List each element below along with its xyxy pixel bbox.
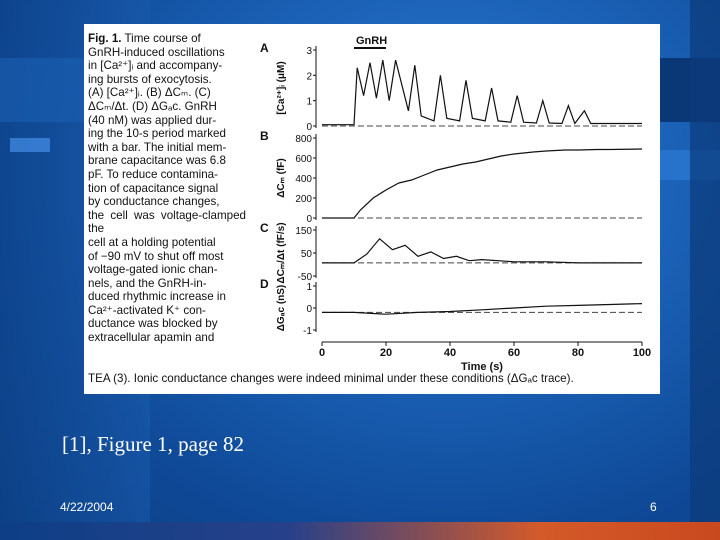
decor-block — [690, 0, 720, 540]
caption-line: ing the 10-s period marked — [88, 127, 226, 141]
caption-line: nels, and the GnRH-in- — [88, 276, 207, 290]
panel-ylabel: [Ca²⁺]ᵢ (μM) — [276, 61, 287, 115]
caption-line: ductance was blocked by — [88, 317, 218, 331]
y-tick-label: -50 — [297, 272, 312, 283]
figure-caption — [88, 32, 246, 345]
x-tick-label: 100 — [632, 347, 652, 359]
caption-last-line: TEA (3). Ionic conductance changes were indeed minimal under these conditions (ΔGₐc trace). — [88, 372, 574, 385]
decor-block — [0, 58, 84, 122]
x-tick-label: 40 — [443, 347, 457, 359]
caption-line: Time course of — [124, 32, 201, 45]
caption-line: the cell was voltage-clamped the — [88, 208, 246, 236]
y-tick-label: -1 — [303, 326, 312, 337]
y-tick-label: 800 — [295, 134, 312, 145]
series-line — [322, 60, 642, 125]
panel-letter: A — [260, 41, 269, 55]
x-tick-label: 20 — [379, 347, 393, 359]
y-tick-label: 2 — [306, 71, 312, 83]
caption-line: (40 nM) was applied dur- — [88, 113, 217, 127]
panel-letter: C — [260, 221, 269, 235]
stimulus-label: GnRH — [356, 35, 388, 47]
caption-line: (A) [Ca²⁺]ᵢ. (B) ΔCₘ. (C) — [88, 86, 211, 100]
y-tick-label: 1 — [306, 96, 312, 108]
decor-block — [10, 138, 50, 152]
y-tick-label: 0 — [306, 122, 312, 133]
y-tick-label: 0 — [306, 214, 312, 225]
caption-line: by conductance changes, — [88, 195, 220, 209]
caption-line: cell at a holding potential — [88, 235, 216, 249]
caption-line: with a bar. The initial mem- — [88, 140, 227, 154]
panel-letter: D — [260, 277, 269, 291]
panel-letter: B — [260, 129, 269, 143]
figure-plot — [260, 30, 658, 374]
caption-line: of −90 mV to shut off most — [88, 249, 224, 263]
y-tick-label: 50 — [300, 249, 312, 260]
figure-image — [84, 24, 660, 394]
panel-ylabel: ΔGₐc (nS) — [276, 284, 287, 332]
bottom-accent-bar — [0, 522, 720, 540]
caption-line: brane capacitance was 6.8 — [88, 154, 226, 168]
y-tick-label: 1 — [306, 282, 312, 293]
y-tick-label: 600 — [295, 154, 312, 165]
x-tick-label: 60 — [507, 347, 521, 359]
caption-line: ing bursts of exocytosis. — [88, 72, 212, 86]
series-line — [322, 239, 642, 263]
slide-date: 4/22/2004 — [60, 500, 114, 514]
panel-ylabel: ΔCₘ (fF) — [276, 158, 287, 198]
series-line — [322, 149, 642, 218]
caption-line: pF. To reduce contamina- — [88, 167, 218, 181]
caption-line: tion of capacitance signal — [88, 181, 219, 195]
citation-text: [1], Figure 1, page 82 — [62, 432, 244, 456]
caption-title: Fig. 1. — [88, 32, 122, 45]
caption-line: voltage-gated ionic chan- — [88, 263, 218, 277]
y-tick-label: 200 — [295, 194, 312, 205]
panel-ylabel: ΔCₘ/Δt (fF/s) — [276, 222, 287, 284]
caption-line: Ca²⁺-activated K⁺ con- — [88, 303, 206, 317]
x-tick-label: 80 — [571, 347, 585, 359]
caption-line: GnRH-induced oscillations — [88, 45, 225, 59]
y-tick-label: 400 — [295, 174, 312, 185]
caption-line: ΔCₘ/Δt. (D) ΔGₐc. GnRH — [88, 99, 217, 113]
caption-line: extracellular apamin and — [88, 331, 215, 345]
x-tick-label: 0 — [318, 347, 326, 359]
caption-line: duced rhythmic increase in — [88, 290, 226, 304]
y-tick-label: 150 — [295, 226, 312, 237]
caption-line: in [Ca²⁺]ᵢ and accompany- — [88, 59, 223, 73]
slide-page-number: 6 — [650, 500, 657, 514]
y-tick-label: 3 — [306, 46, 312, 57]
y-tick-label: 0 — [306, 304, 312, 315]
x-axis-title: Time (s) — [461, 361, 503, 373]
